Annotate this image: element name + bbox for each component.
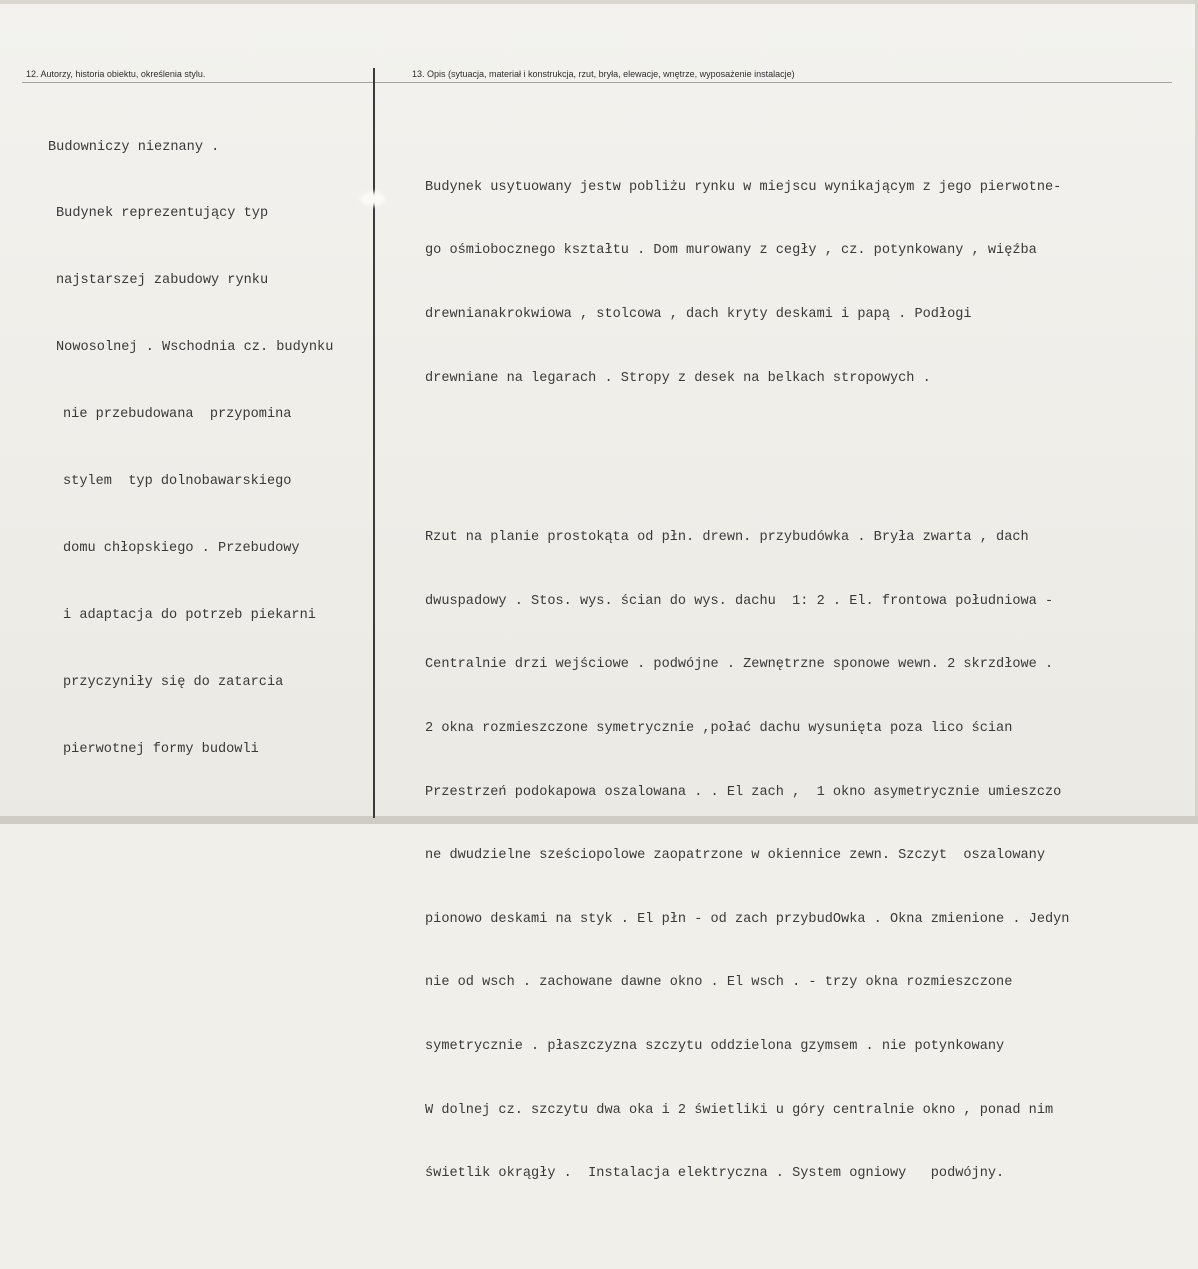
text-line: świetlik okrągły . Instalacja elektryczna . System ogniowy podwójny. xyxy=(425,1166,1005,1182)
text-line: W dolnej cz. szczytu dwa oka i 2 świetliki u góry centralnie okno , ponad nim xyxy=(425,1102,1054,1118)
description-paragraph-1 xyxy=(425,134,1195,431)
text-line: drewniane na legarach . Stropy z desek na belkach stropowych . xyxy=(425,370,931,386)
description-text xyxy=(425,92,1195,1269)
text-line: 2 okna rozmieszczone symetrycznie ,połać dachu wysunięta poza lico ścian xyxy=(425,720,1013,736)
text-line: pionowo deskami na styk . El płn - od zach przybudOwka . Okna zmienione . Jedyn xyxy=(425,911,1070,927)
text-line: domu chłopskiego . Przebudowy xyxy=(63,540,300,556)
text-line: przyczyniły się do zatarcia xyxy=(63,674,284,690)
text-line: symetrycznie . płaszczyzna szczytu oddzielona gzymsem . nie potynkowany xyxy=(425,1038,1005,1054)
text-line: Budynek reprezentujący typ xyxy=(56,206,269,222)
text-line: i adaptacja do potrzeb piekarni xyxy=(63,607,316,623)
text-line: pierwotnej formy budowli xyxy=(63,741,259,757)
section-12-heading: 12. Autorzy, historia obiektu, określenia stylu. xyxy=(26,69,206,79)
text-line: Budowniczy nieznany . xyxy=(48,139,220,155)
text-line: dwuspadowy . Stos. wys. ścian do wys. dachu 1: 2 . El. frontowa południowa - xyxy=(425,593,1054,609)
authors-history-text xyxy=(48,92,378,806)
text-line: go ośmiobocznego kształtu . Dom murowany z cegły , cz. potynkowany , więźba xyxy=(425,243,1037,259)
description-paragraph-2 xyxy=(425,485,1195,1227)
text-line: najstarszej zabudowy rynku xyxy=(56,273,269,289)
text-line: drewnianakrokwiowa , stolcowa , dach kryty deskami i papą . Podłogi xyxy=(425,307,972,323)
header-rule xyxy=(22,82,1172,83)
paper-edge-top xyxy=(0,0,1198,4)
text-line: nie przebudowana przypomina xyxy=(63,407,292,423)
text-line: Centralnie drzi wejściowe . podwójne . Zewnętrzne sponowe wewn. 2 skrzdłowe . xyxy=(425,657,1054,673)
text-line: Przestrzeń podokapowa oszalowana . . El zach , 1 okno asymetrycznie umieszczo xyxy=(425,784,1062,800)
text-line: ne dwudzielne sześciopolowe zaopatrzone w okiennice zewn. Szczyt oszalowany xyxy=(425,848,1045,864)
text-line: Rzut na planie prostokąta od płn. drewn. przybudówka . Bryła zwarta , dach xyxy=(425,530,1029,546)
text-line: Budynek usytuowany jestw pobliżu rynku w miejscu wynikającym z jego pierwotne- xyxy=(425,179,1062,195)
text-line: Nowosolnej . Wschodnia cz. budynku xyxy=(56,340,334,356)
text-line: stylem typ dolnobawarskiego xyxy=(63,474,292,490)
text-line: nie od wsch . zachowane dawne okno . El wsch . - trzy okna rozmieszczone xyxy=(425,975,1013,991)
section-13-heading: 13. Opis (sytuacja, materiał i konstrukcja, rzut, bryła, elewacje, wnętrze, wyposażenie instalacje) xyxy=(412,69,795,79)
